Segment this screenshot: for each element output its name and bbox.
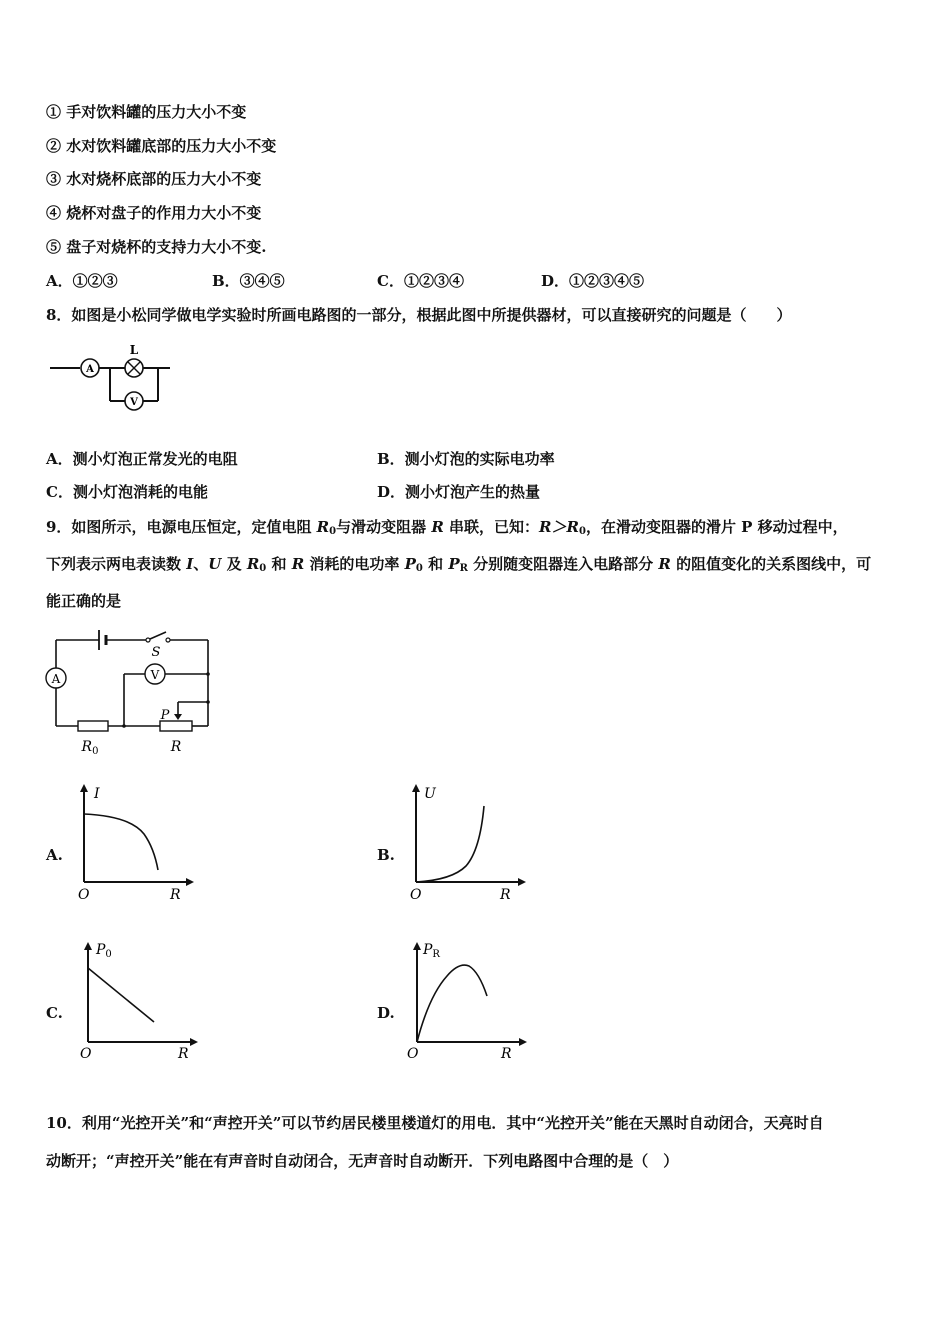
q9-option-c-label[interactable]: C.	[46, 1004, 63, 1022]
q10-stem-line-1: 10．利用“光控开关”和“声控开关”可以节约居民楼里楼道灯的用电．其中“光控开关”能在天黑时自动闭合，天亮时自	[46, 1114, 824, 1132]
q9-option-b-label[interactable]: B.	[377, 846, 395, 864]
switch-blade	[150, 632, 166, 639]
origin-label: O	[407, 1046, 419, 1062]
q8-option-c[interactable]: C．测小灯泡消耗的电能	[46, 483, 208, 501]
slider-arrow	[174, 714, 182, 720]
y-axis-label: U	[424, 786, 436, 802]
q7-option-b[interactable]: B．③④⑤	[212, 272, 285, 290]
curve-u-vs-r	[416, 806, 484, 882]
q9-circuit-diagram	[44, 626, 214, 756]
fixed-resistor-r0	[78, 721, 108, 731]
x-axis-label: R	[178, 1046, 189, 1062]
y-axis-label: I	[94, 786, 100, 802]
q9-graph-a[interactable]	[70, 782, 200, 907]
voltmeter-label: V	[130, 397, 138, 408]
q8-circuit-diagram	[46, 340, 176, 415]
q9-graph-b[interactable]	[402, 782, 532, 907]
curve-pr-vs-r	[417, 965, 487, 1042]
line-p0-vs-r	[88, 968, 154, 1022]
ammeter-label: A	[86, 364, 94, 375]
origin-label: O	[80, 1046, 92, 1062]
y-axis-label: $P_R$	[423, 942, 440, 960]
q9-option-a-label[interactable]: A.	[46, 846, 63, 864]
q7-item-1: ① 手对饮料罐的压力大小不变	[46, 103, 247, 121]
q7-option-a[interactable]: A．①②③	[46, 272, 118, 290]
switch-label: S	[151, 645, 161, 660]
q9-option-d-label[interactable]: D.	[377, 1004, 395, 1022]
q7-item-5: ⑤ 盘子对烧杯的支持力大小不变.	[46, 238, 267, 256]
q9-stem-line-2: 下列表示两电表读数 I、U 及 $R_0$ 和 R 消耗的电功率 $P_0$ 和 $P_R$ 分别随变阻器连入电路部分 R 的阻值变化的关系图线中，可	[46, 555, 872, 574]
q8-option-d[interactable]: D．测小灯泡产生的热量	[377, 483, 541, 501]
origin-label: O	[78, 887, 90, 903]
lamp-label: L	[129, 343, 139, 357]
q7-option-c[interactable]: C．①②③④	[377, 272, 464, 290]
q7-item-3: ③ 水对烧杯底部的压力大小不变	[46, 170, 262, 188]
x-axis-label: R	[500, 887, 511, 903]
y-axis-label: $P_0$	[96, 942, 112, 960]
q8-option-b[interactable]: B．测小灯泡的实际电功率	[377, 450, 555, 468]
r-label: R	[170, 739, 182, 755]
q9-graph-c[interactable]	[74, 938, 204, 1063]
q7-item-4: ④ 烧杯对盘子的作用力大小不变	[46, 204, 262, 222]
q7-item-2: ② 水对饮料罐底部的压力大小不变	[46, 137, 277, 155]
q8-option-a[interactable]: A．测小灯泡正常发光的电阻	[46, 450, 238, 468]
q10-stem-line-2: 动断开；“声控开关”能在有声音时自动闭合，无声音时自动断开．下列电路图中合理的是（ ）	[46, 1152, 679, 1170]
r0-label: $R_0$	[81, 739, 99, 757]
q9-stem-line-3: 能正确的是	[46, 592, 122, 610]
q8-stem: 8．如图是小松同学做电学实验时所画电路图的一部分，根据此图中所提供器材，可以直接研究的问题是（ ）	[46, 306, 792, 324]
switch-contact	[146, 638, 150, 642]
x-axis-label: R	[170, 887, 181, 903]
curve-i-vs-r	[84, 814, 158, 870]
q9-stem-line-1: 9．如图所示，电源电压恒定，定值电阻 $R_0$与滑动变阻器 R 串联，已知：$R>R_0$，在滑动变阻器的滑片 P 移动过程中，	[46, 518, 848, 537]
origin-label: O	[410, 887, 422, 903]
slider-label: P	[160, 708, 170, 723]
q9-graph-d[interactable]	[403, 938, 533, 1063]
q7-option-d[interactable]: D．①②③④⑤	[541, 272, 645, 290]
voltmeter-label: V	[150, 668, 160, 682]
ammeter-label: A	[51, 672, 61, 686]
x-axis-label: R	[501, 1046, 512, 1062]
